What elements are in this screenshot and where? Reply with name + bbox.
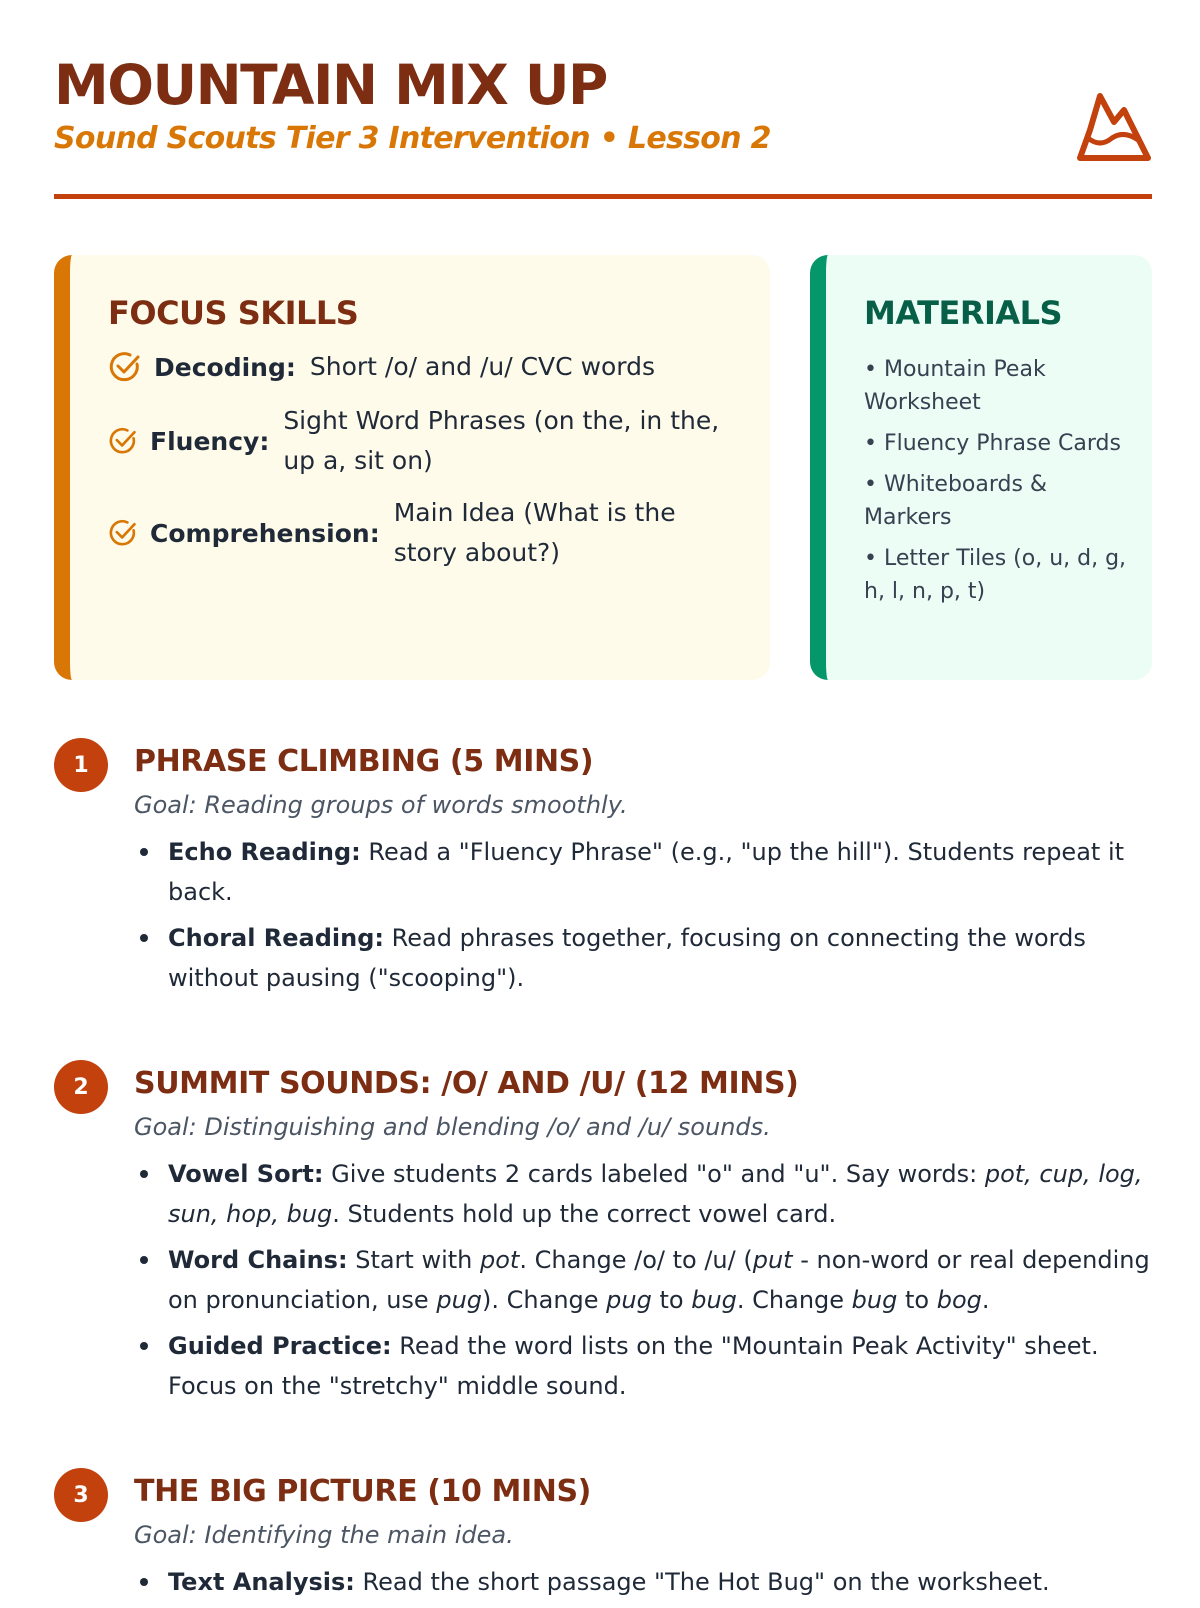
section-bullets — [134, 1562, 1152, 1608]
section-goal: Goal: Reading groups of words smoothly. — [134, 791, 628, 819]
focus-skills-title: FOCUS SKILLS — [108, 294, 359, 332]
page-title: MOUNTAIN MIX UP — [54, 53, 607, 117]
bullet-label: Guided Practice: — [168, 1332, 392, 1360]
bullet-text: Read a "Fluency Phrase" (e.g., "up the hill"). Students repeat it back. — [168, 838, 1125, 906]
bullet-label: Choral Reading: — [168, 924, 385, 952]
list-item — [134, 1240, 1152, 1320]
skill-label: Comprehension: — [150, 518, 380, 548]
material-item: • Fluency Phrase Cards — [864, 431, 1121, 456]
list-item — [134, 1326, 1152, 1406]
bullet-text: Read phrases together, focusing on connecting the words without pausing ("scooping"). — [168, 924, 1086, 992]
section-goal: Goal: Distinguishing and blending /o/ and /u/ sounds. — [134, 1113, 771, 1141]
materials-title: MATERIALS — [864, 294, 1063, 332]
skill-label: Decoding: — [154, 352, 296, 382]
header — [54, 52, 1152, 158]
section-bullets — [134, 1154, 1152, 1412]
material-item: • Letter Tiles (o, u, d, g, h, l, n, p, t) — [864, 546, 1127, 604]
step-number-badge: 1 — [54, 738, 108, 792]
check-circle-icon — [108, 350, 142, 384]
material-item: • Whiteboards & Markers — [864, 472, 1048, 530]
bullet-text: Read the short passage "The Hot Bug" on the worksheet. — [354, 1568, 1050, 1596]
header-divider — [54, 194, 1152, 199]
skill-value: Sight Word Phrases (on the, in the, up a, sit on) — [283, 406, 720, 475]
skill-value: Short /o/ and /u/ CVC words — [309, 352, 656, 381]
bullet-label: Text Analysis: — [168, 1568, 355, 1596]
page-subtitle: Sound Scouts Tier 3 Intervention • Lesson 2 — [54, 121, 771, 156]
list-item — [134, 1154, 1152, 1234]
list-item — [134, 832, 1152, 912]
skill-comprehension — [108, 493, 740, 573]
material-item: • Mountain Peak Worksheet — [864, 357, 1046, 415]
bullet-text: Give students 2 cards labeled "o" and "u". Say words: pot, cup, log, sun, hop, bug. Students hold up the correct vowel card. — [168, 1160, 1143, 1228]
skill-value: Main Idea (What is the story about?) — [393, 498, 676, 567]
materials-list — [864, 353, 1130, 616]
materials-card — [810, 255, 1152, 680]
skill-decoding — [108, 347, 740, 387]
section-title: THE BIG PICTURE (10 MINS) — [134, 1474, 591, 1509]
skill-fluency — [108, 401, 740, 481]
list-item — [134, 1562, 1152, 1602]
skill-label: Fluency: — [150, 426, 270, 456]
list-item — [134, 918, 1152, 998]
section-title: SUMMIT SOUNDS: /O/ AND /U/ (12 MINS) — [134, 1066, 799, 1101]
focus-skills-card — [54, 255, 770, 680]
section-goal: Goal: Identifying the main idea. — [134, 1521, 514, 1549]
check-circle-icon — [108, 518, 138, 548]
bullet-label: Vowel Sort: — [168, 1160, 324, 1188]
section-title: PHRASE CLIMBING (5 MINS) — [134, 744, 594, 779]
step-number-badge: 2 — [54, 1060, 108, 1114]
section-bullets — [134, 832, 1152, 1004]
bullet-text: Start with pot. Change /o/ to /u/ (put - non-word or real depending on pronunciation, use pug). Change pug to bug. Change bug to bog. — [168, 1246, 1150, 1314]
check-circle-icon — [108, 426, 138, 456]
bullet-label: Echo Reading: — [168, 838, 361, 866]
bullet-label: Word Chains: — [168, 1246, 348, 1274]
bullet-text: Read the word lists on the "Mountain Peak Activity" sheet. Focus on the "stretchy" middle sound. — [168, 1332, 1099, 1400]
step-number-badge: 3 — [54, 1468, 108, 1522]
mountain-icon — [1076, 92, 1152, 162]
